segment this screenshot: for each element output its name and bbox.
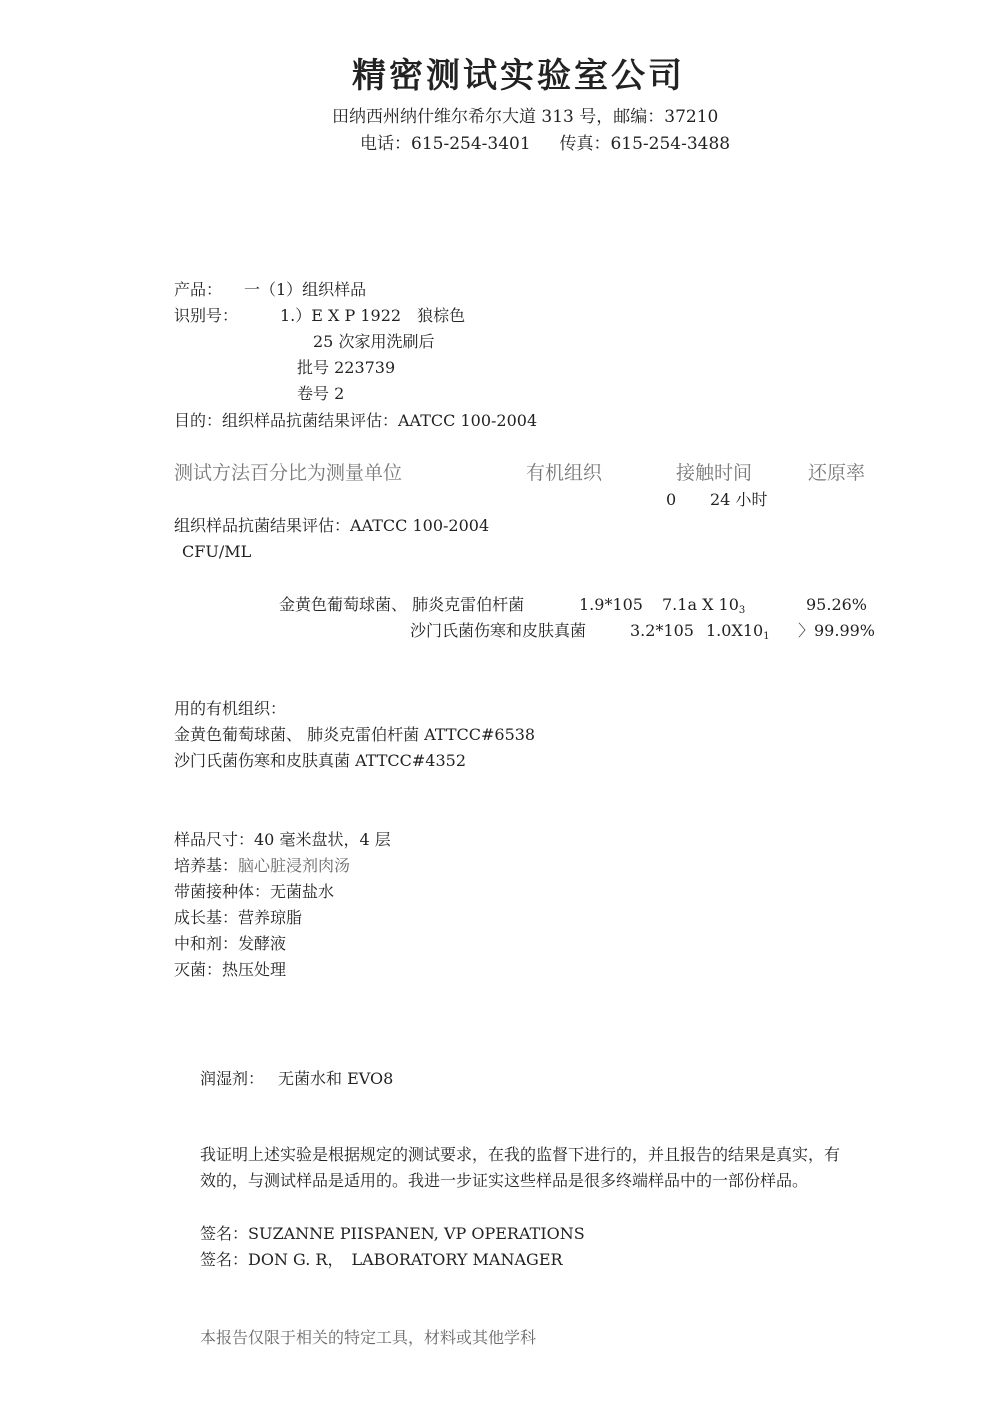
row-1-t24	[662, 595, 745, 615]
wetting-value: 无菌水和 EVO8	[278, 1069, 394, 1088]
medium-value: 脑心脏浸剂肉汤	[238, 856, 351, 875]
wetting-label: 润湿剂：	[200, 1069, 265, 1088]
signature-2-name: DON G. R， LABORATORY MANAGER	[248, 1250, 563, 1269]
row-2-t24-exp: 1	[763, 631, 770, 642]
organisms-label: 用的有机组织：	[174, 699, 287, 718]
time-24: 24 小时	[710, 490, 768, 509]
organisms-line-1: 金黄色葡萄球菌、 肺炎克雷伯杆菌 ATTCC#6538	[174, 725, 536, 744]
certification-line-2: 效的，与测试样品是适用的。我进一步证实这些样品是很多终端样品中的一部份样品。	[200, 1171, 809, 1190]
row-1-organism: 金黄色葡萄球菌、 肺炎克雷伯杆菌	[279, 595, 525, 614]
id-line-2: 25 次家用洗刷后	[313, 332, 435, 351]
time-0: 0	[666, 490, 677, 509]
signature-1-name: SUZANNE PIISPANEN, VP OPERATIONS	[248, 1224, 585, 1243]
signature-2-label: 签名：	[200, 1250, 249, 1269]
contact-line	[360, 134, 730, 154]
signature-2	[200, 1250, 563, 1270]
carrier: 带菌接种体：无菌盐水	[174, 882, 335, 901]
sterilization: 灭菌：热压处理	[174, 960, 287, 979]
row-2-organism: 沙门氏菌伤寒和皮肤真菌	[410, 621, 587, 640]
wetting-agent	[200, 1069, 393, 1089]
phone-label: 电话：	[360, 134, 411, 154]
row-1-t24-base: 7.1a X 10	[662, 595, 739, 614]
fax-number: 615-254-3488	[610, 134, 731, 154]
signature-1	[200, 1224, 585, 1244]
row-1-t0: 1.9*105	[579, 595, 643, 614]
neutralizer: 中和剂：发酵液	[174, 934, 287, 953]
fax-label: 传真：	[559, 134, 611, 154]
medium	[174, 856, 350, 876]
header-reduction: 还原率	[808, 462, 866, 484]
batch-number: 批号 223739	[297, 358, 396, 377]
growth-medium: 成长基：营养琼脂	[174, 908, 303, 927]
roll-number: 卷号 2	[297, 384, 345, 403]
row-1-t24-exp: 3	[738, 605, 746, 616]
signature-1-label: 签名：	[200, 1224, 249, 1243]
row-1-reduction: 95.26%	[806, 595, 868, 614]
unit-label: CFU/ML	[182, 542, 252, 561]
phone-number: 615-254-3401	[411, 134, 531, 154]
row-2-t0: 3.2*105	[630, 621, 694, 640]
product-value: 一（1）组织样品	[244, 280, 367, 299]
id-label: 识别号：	[174, 306, 239, 325]
row-2-reduction: 〉99.99%	[798, 621, 876, 640]
medium-label: 培养基：	[174, 856, 239, 875]
product-label: 产品：	[174, 280, 223, 299]
footer-note: 本报告仅限于相关的特定工具，材料或其他学科	[200, 1328, 537, 1347]
organisms-line-2: 沙门氏菌伤寒和皮肤真菌 ATTCC#4352	[174, 751, 467, 770]
header-contact-time: 接触时间	[676, 462, 753, 484]
id-line-1: 1.）E X P 1922 狼棕色	[280, 306, 466, 325]
header-method: 测试方法百分比为测量单位	[174, 462, 403, 484]
purpose: 目的：组织样品抗菌结果评估：AATCC 100-2004	[174, 411, 538, 430]
sample-size: 样品尺寸：40 毫米盘状，4 层	[174, 830, 391, 849]
company-address: 田纳西州纳什维尔希尔大道 313 号，邮编：37210	[332, 107, 719, 127]
row-2-t24-base: 1.0X10	[706, 621, 764, 640]
company-name: 精密测试实验室公司	[352, 56, 685, 96]
method-line: 组织样品抗菌结果评估：AATCC 100-2004	[174, 516, 490, 535]
row-2-t24	[706, 621, 770, 641]
certification-line-1: 我证明上述实验是根据规定的测试要求，在我的监督下进行的，并且报告的结果是真实，有	[200, 1145, 841, 1164]
header-organism: 有机组织	[526, 462, 603, 484]
